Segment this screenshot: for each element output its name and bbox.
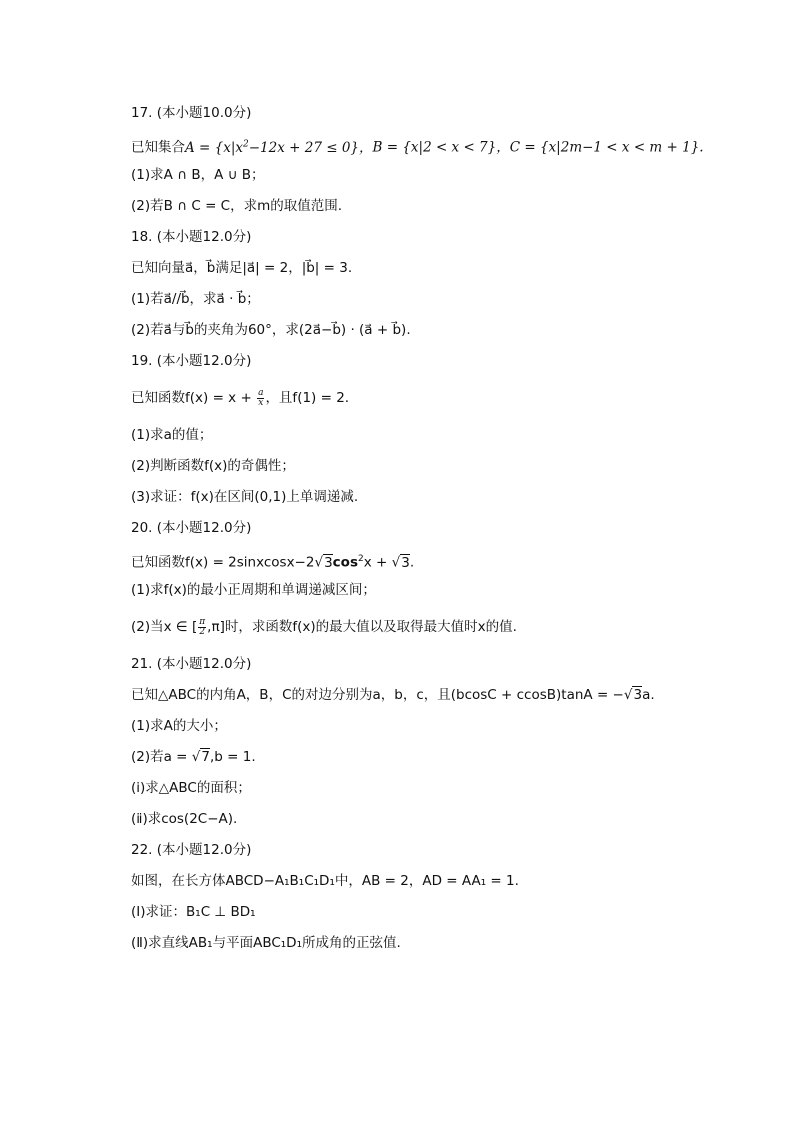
q17-stem <box>131 134 704 158</box>
q20-stem: 已知函数$f(x) = 2sinxcosx-2√3\cos^2x + √3$. <box>131 554 415 571</box>
q19-stem-post: ，且f(1) = 2. <box>265 390 350 406</box>
q18-part2: (2)若a⃗与b⃗的夹角为60°，求(2a⃗−b⃗) · (a⃗ + b⃗). <box>131 322 411 338</box>
q17-part1: (1)求A ∩ B，A ∪ B； <box>131 167 265 183</box>
q21-sqrt: 3 <box>633 687 643 703</box>
q21-stem-pre: 已知△ABC的内角A，B，C的对边分别为a，b，c，且(bcosC + ccosB)tanA = − <box>131 687 624 703</box>
q20-frac-den: 2 <box>199 626 206 637</box>
q21-part2-post: ,b = 1. <box>210 749 256 765</box>
q20-part2-post: ,π]时，求函数f(x)的最大值以及取得最大值时x的值. <box>207 619 517 635</box>
q18-header: 18. (本小题12.0分) <box>131 229 252 245</box>
q17-setA-post: −12x + 27 ≤ 0}， <box>248 139 373 156</box>
q20-part1: (1)求f(x)的最小正周期和单调递减区间； <box>131 582 376 598</box>
q17-setA-exp: 2 <box>243 139 249 149</box>
q17-setA <box>185 140 373 156</box>
q22-header: 22. (本小题12.0分) <box>131 842 252 858</box>
q19-part2: (2)判断函数f(x)的奇偶性； <box>131 458 295 474</box>
q21-sub1: (ⅰ)求△ABC的面积； <box>131 780 251 796</box>
q20-frac-num: π <box>199 616 206 627</box>
q21-sub2: (ⅱ)求cos(2C−A). <box>131 811 238 827</box>
q20-cos: cos <box>332 554 358 571</box>
q20-stem-pre: 已知函数f(x) = 2sinxcosx−2 <box>131 554 315 571</box>
q20-fraction <box>198 618 206 637</box>
q22-part2: (Ⅱ)求直线AB₁与平面ABC₁D₁所成角的正弦值. <box>131 935 401 951</box>
q17-setA-pre: A = {x|x <box>185 139 244 156</box>
q20-exp: 2 <box>357 554 364 564</box>
q20-part2-pre: (2)当x ∈ [ <box>131 619 198 635</box>
q19-part3: (3)求证：f(x)在区间(0,1)上单调递减. <box>131 489 359 505</box>
q21-part2-pre: (2)若a = <box>131 749 192 765</box>
q19-part1: (1)求a的值； <box>131 427 213 443</box>
q20-sqrt1: 3 <box>324 554 333 571</box>
q18-stem: 已知向量a⃗，b⃗满足|a⃗| = 2，|b⃗| = 3. <box>131 260 353 276</box>
q17-setC: C = {x|2m−1 < x < m + 1}. <box>509 139 704 156</box>
q21-stem-post: a. <box>642 687 655 703</box>
q17-part2: (2)若B ∩ C = C，求m的取值范围. <box>131 198 343 214</box>
q22-part1: (Ⅰ)求证：B₁C ⊥ BD₁ <box>131 904 256 920</box>
q21-header: 21. (本小题12.0分) <box>131 656 252 672</box>
q20-header: 20. (本小题12.0分) <box>131 520 252 536</box>
q22-stem: 如图，在长方体ABCD−A₁B₁C₁D₁中，AB = 2，AD = AA₁ = 1. <box>131 873 519 889</box>
q21-part2: (2)若a = √7,b = 1. <box>131 749 256 765</box>
q21-stem: 已知△ABC的内角A，B，C的对边分别为a，b，c，且(bcosC + ccosB)tanA = −√3a. <box>131 687 655 703</box>
q19-fraction <box>257 389 264 408</box>
q19-stem-pre: 已知函数f(x) = x + <box>131 390 257 406</box>
q17-setB: B = {x|2 < x < 7}， <box>372 139 510 156</box>
q20-part2 <box>131 615 517 639</box>
q21-sqrt2: 7 <box>201 749 210 765</box>
q20-stem-mid: x + <box>363 554 392 571</box>
q17-stem-prefix: 已知集合 <box>131 139 185 156</box>
q17-header: 17. (本小题10.0分) <box>131 105 252 121</box>
q19-stem <box>131 386 349 410</box>
q21-part1: (1)求A的大小； <box>131 718 227 734</box>
q18-part1: (1)若a⃗//b⃗，求a⃗ · b⃗； <box>131 291 260 307</box>
q20-sqrt2: 3 <box>401 554 410 571</box>
q19-frac-den: x <box>258 397 264 408</box>
q19-frac-num: a <box>258 387 264 398</box>
q19-header: 19. (本小题12.0分) <box>131 353 252 369</box>
q20-stem-post: . <box>409 554 415 571</box>
